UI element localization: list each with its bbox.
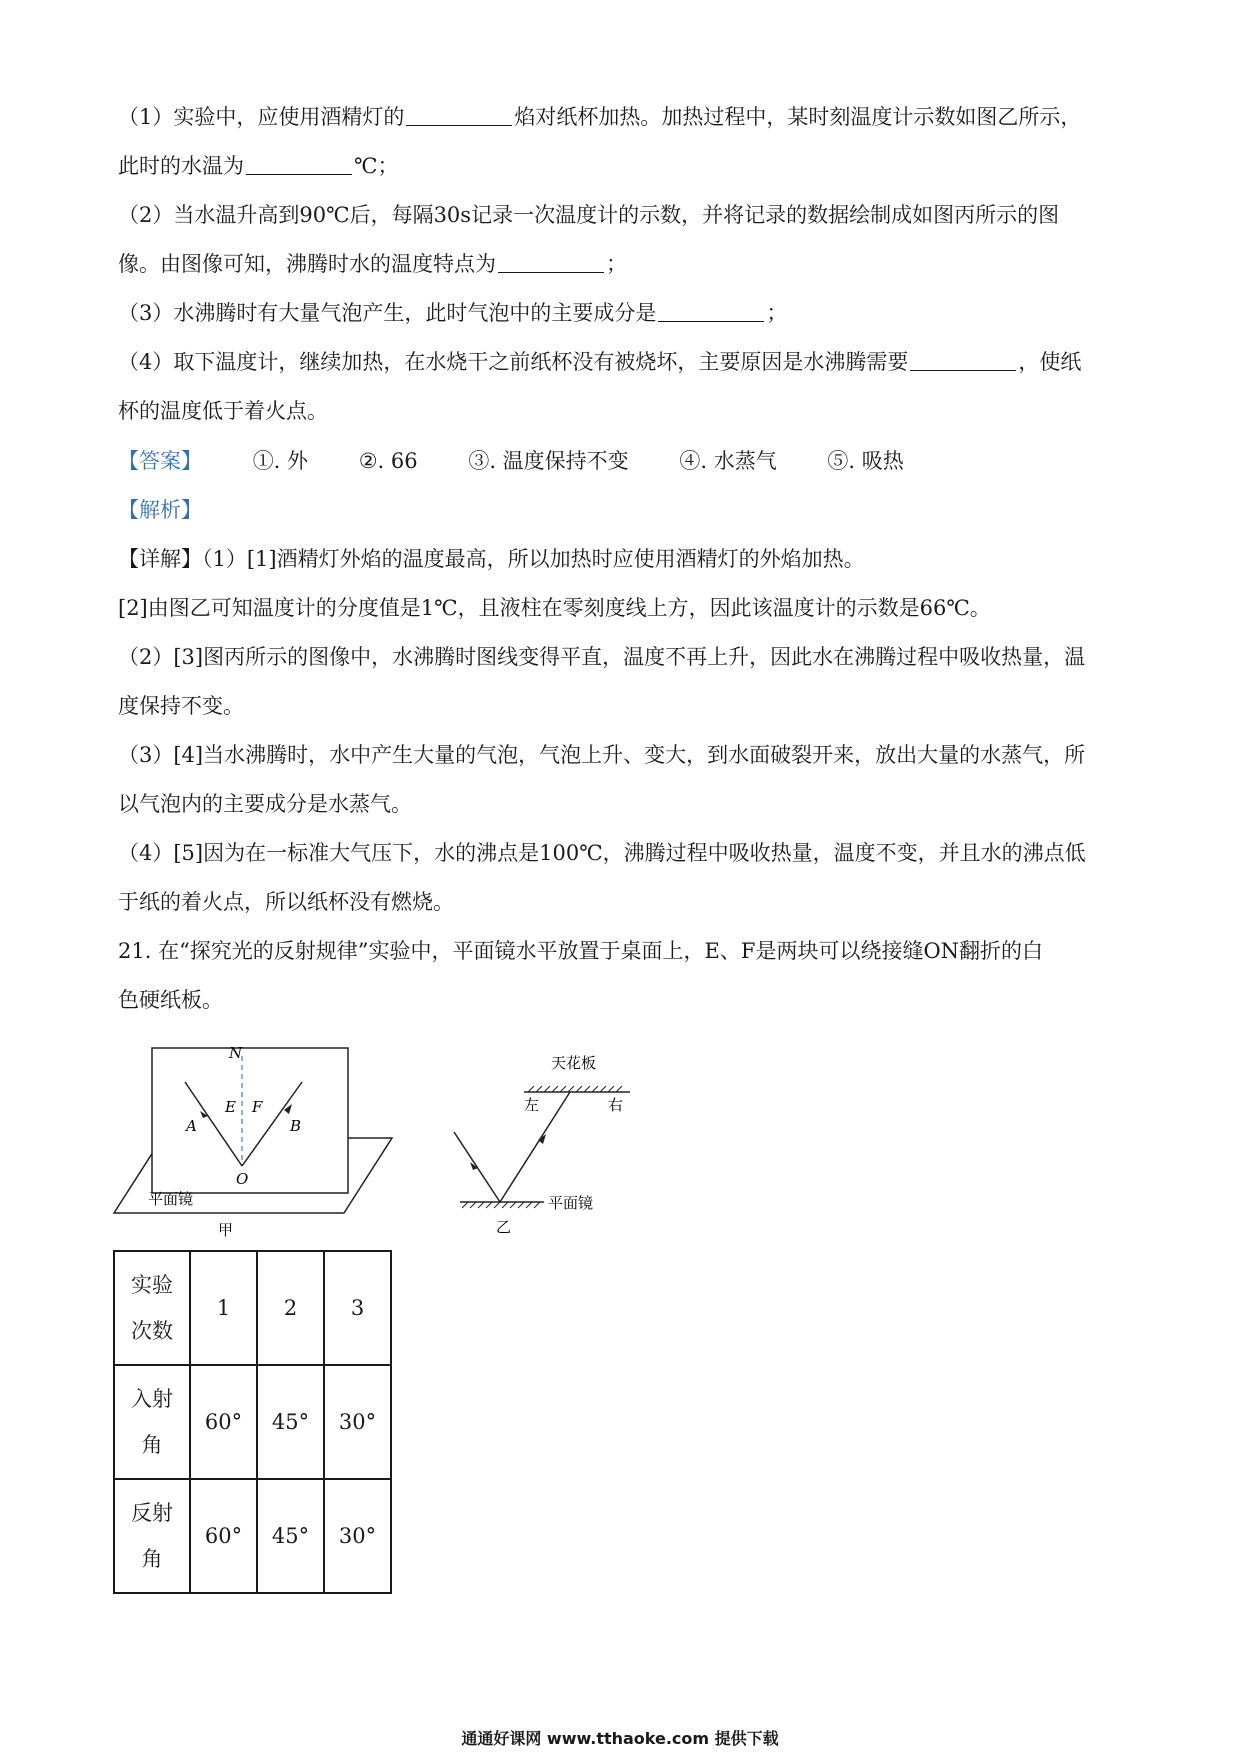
label-N: N <box>229 1044 243 1062</box>
label-mirror: 平面镜 <box>148 1190 194 1208</box>
answer-line <box>118 446 1128 476</box>
q20-part4-line1: （4）取下温度计，继续加热，在水烧干之前纸杯没有被烧坏，主要原因是水沸腾需要 ，使纸 <box>118 350 1082 374</box>
q20-part2-line2: 像。由图像可知，沸腾时水的温度特点为 ； <box>118 252 627 276</box>
detail-1: 【详解】（1）[1]酒精灯外焰的温度最高，所以加热时应使用酒精灯的外焰加热。 <box>118 547 865 571</box>
answer-blank-4[interactable] <box>658 299 764 322</box>
caption-yi: 乙 <box>496 1218 512 1236</box>
answer-item: ②. 66 <box>358 449 418 473</box>
figure-yi-ceiling-mirror <box>440 1052 630 1242</box>
table-header-cell: 3 <box>324 1251 391 1365</box>
answer-blank-1[interactable] <box>406 103 512 126</box>
answer-blank-2[interactable] <box>246 152 352 175</box>
detail-4b: 以气泡内的主要成分是水蒸气。 <box>118 792 412 816</box>
table-cell: 45° <box>257 1479 324 1593</box>
detail-3a: （2）[3]图丙所示的图像中，水沸腾时图线变得平直，温度不再上升，因此水在沸腾过程中吸收热量，温 <box>118 645 1086 669</box>
table-row <box>114 1365 391 1479</box>
q20-part1-line2: 此时的水温为 ℃； <box>118 154 399 178</box>
detail-3b: 度保持不变。 <box>118 694 244 718</box>
detail-5b: 于纸的着火点，所以纸杯没有燃烧。 <box>118 890 454 914</box>
experiment-table <box>113 1250 392 1594</box>
detail-5a: （4）[5]因为在一标准大气压下，水的沸点是100℃，沸腾过程中吸收热量，温度不变，并且水的沸点低 <box>118 841 1086 865</box>
figure-jia-reflection-board <box>112 1038 412 1238</box>
answer-item: ④. 水蒸气 <box>679 449 777 473</box>
label-F: F <box>252 1098 263 1116</box>
table-cell: 60° <box>190 1479 257 1593</box>
label-ceiling: 天花板 <box>551 1054 597 1072</box>
label-O: O <box>236 1170 249 1188</box>
label-right: 右 <box>608 1096 624 1114</box>
paper-board <box>152 1048 348 1193</box>
label-E: E <box>225 1098 236 1116</box>
label-B: B <box>290 1117 302 1135</box>
caption-jia: 甲 <box>218 1221 234 1238</box>
table-row <box>114 1479 391 1593</box>
analysis-tag: 【解析】 <box>118 498 202 522</box>
answer-blank-3[interactable] <box>498 250 604 273</box>
label-mirror: 平面镜 <box>548 1194 594 1212</box>
table-cell: 60° <box>190 1365 257 1479</box>
answer-item: ③. 温度保持不变 <box>468 449 629 473</box>
q20-part1-line1: （1）实验中，应使用酒精灯的 焰对纸杯加热。加热过程中，某时刻温度计示数如图乙所示， <box>118 105 1082 129</box>
label-left: 左 <box>524 1096 540 1114</box>
analysis-tag-line <box>118 495 1128 525</box>
answer-tag: 【答案】 <box>118 449 202 473</box>
detail-4a: （3）[4]当水沸腾时，水中产生大量的气泡，气泡上升、变大，到水面破裂开来，放出大量的水蒸气，所 <box>118 743 1086 767</box>
table-cell: 30° <box>324 1365 391 1479</box>
q21-stem-line1: 21. 在“探究光的反射规律”实验中，平面镜水平放置于桌面上，E、F是两块可以绕接缝ON翻折的白 <box>118 939 1044 963</box>
q20-part4-line2: 杯的温度低于着火点。 <box>118 399 328 423</box>
table-header-cell: 1 <box>190 1251 257 1365</box>
table-header-cell: 实验 次数 <box>114 1251 190 1365</box>
table-cell: 30° <box>324 1479 391 1593</box>
page-footer: 通通好课网 www.tthaoke.com 提供下载 <box>461 1729 779 1748</box>
mirror-hatching <box>462 1202 540 1208</box>
row-label: 反射 角 <box>114 1479 190 1593</box>
incident-ray <box>454 1132 500 1202</box>
row-label: 入射 角 <box>114 1365 190 1479</box>
answer-blank-5[interactable] <box>910 348 1016 371</box>
table-header-cell: 2 <box>257 1251 324 1365</box>
answer-item: ①. 外 <box>252 449 309 473</box>
table-cell: 45° <box>257 1365 324 1479</box>
answer-item: ⑤. 吸热 <box>827 449 904 473</box>
label-A: A <box>186 1117 197 1135</box>
ceiling-hatching <box>528 1086 622 1092</box>
table-row <box>114 1251 391 1365</box>
detail-2: [2]由图乙可知温度计的分度值是1℃，且液柱在零刻度线上方，因此该温度计的示数是66℃。 <box>118 596 991 620</box>
q20-part2-line1: （2）当水温升高到90℃后，每隔30s记录一次温度计的示数，并将记录的数据绘制成如图丙所示的图 <box>118 203 1060 227</box>
q20-part3: （3）水沸腾时有大量气泡产生，此时气泡中的主要成分是 ； <box>118 301 788 325</box>
q21-stem-line2: 色硬纸板。 <box>118 988 223 1012</box>
